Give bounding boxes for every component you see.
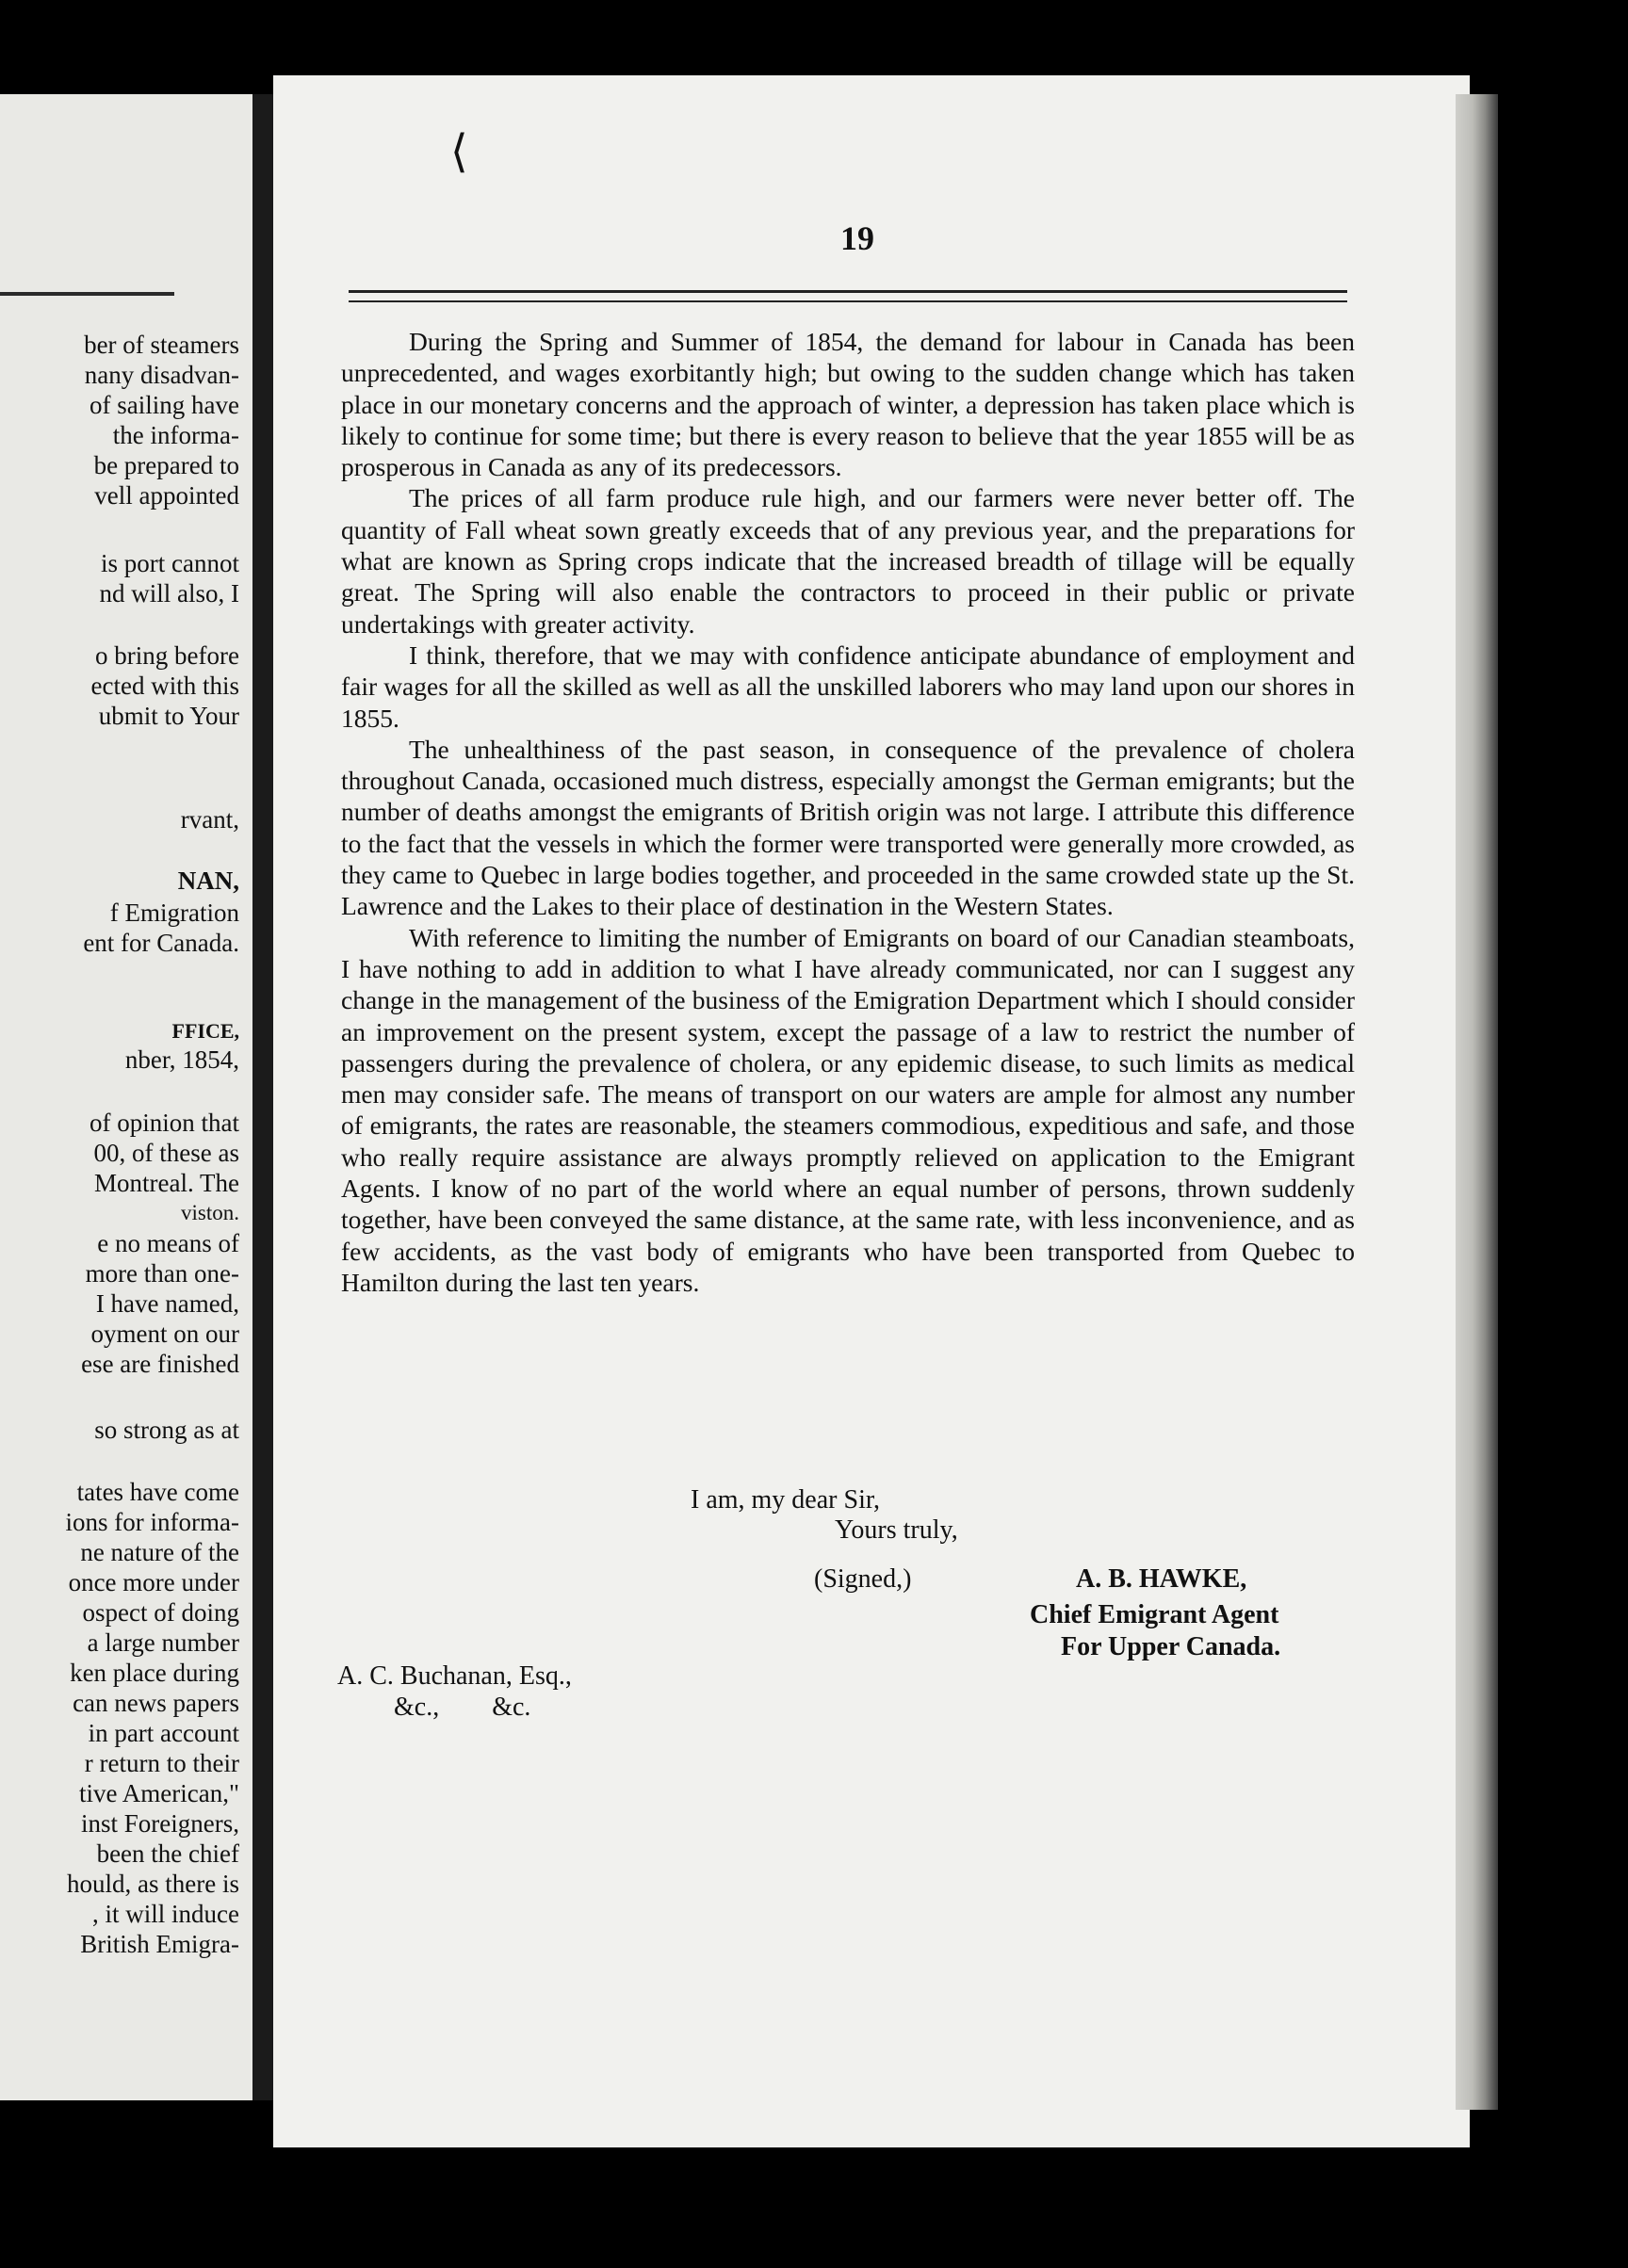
- page-number: 19: [840, 219, 874, 257]
- left-line: ber of steamers: [84, 331, 239, 359]
- paragraph: The unhealthiness of the past season, in consequence of the prevalence of cholera throughout Canada, occasioned much distress, especially amongst the German emigrants; but the number of deaths amongst the emigrants of British origin was not large. I attribute this difference to the fact that the vessels in which the former were transported were generally more crowded, as they came to Quebec in large bodies together, and proceeded in the same crowded state up the St. Lawrence and the Lakes to their place of destination in the Western States.: [341, 734, 1355, 921]
- left-page-fragment: [0, 94, 252, 2100]
- margin-mark: ⟨: [450, 127, 468, 177]
- left-line: of opinion that: [90, 1109, 239, 1137]
- left-line: can news papers: [73, 1689, 239, 1717]
- left-line: viston.: [181, 1201, 239, 1224]
- left-line: rvant,: [180, 805, 239, 834]
- left-line: e no means of: [97, 1229, 239, 1257]
- left-line: so strong as at: [94, 1416, 239, 1444]
- left-line: ospect of doing: [82, 1598, 239, 1627]
- addressee-etc: &c., &c.: [394, 1693, 531, 1722]
- left-line: be prepared to: [93, 451, 239, 479]
- left-line: r return to their: [84, 1749, 239, 1777]
- left-line: of sailing have: [90, 391, 239, 419]
- signed-label: (Signed,): [814, 1564, 912, 1594]
- left-line: been the chief: [96, 1839, 239, 1868]
- letter-body: [341, 326, 1355, 1298]
- left-line: the informa-: [112, 421, 239, 449]
- left-line: vell appointed: [94, 481, 239, 510]
- signatory-name: A. B. HAWKE,: [1076, 1564, 1247, 1594]
- left-line: NAN,: [177, 867, 239, 895]
- left-line: 00, of these as: [93, 1139, 239, 1167]
- addressee: A. C. Buchanan, Esq.,: [337, 1661, 572, 1691]
- left-line: , it will induce: [92, 1900, 239, 1928]
- left-line: hould, as there is: [67, 1870, 239, 1898]
- left-line: nany disadvan-: [84, 361, 239, 389]
- book-gutter: [252, 94, 273, 2100]
- left-line: ne nature of the: [80, 1538, 239, 1566]
- left-line: inst Foreigners,: [81, 1809, 239, 1838]
- page-edge-shadow: [1456, 94, 1498, 2110]
- left-line: British Emigra-: [80, 1930, 239, 1958]
- valediction: Yours truly,: [835, 1515, 958, 1545]
- left-line: in part account: [88, 1719, 239, 1747]
- paragraph: With reference to limiting the number of Emigrants on board of our Canadian steamboats, I have nothing to add in addition to what I have already communicated, nor can I suggest any change in the management of the business of the Emigration Department which I should consider an improvement on the present system, except the passage of a law to restrict the number of passengers during the prevalence of cholera, or any epidemic disease, to such limits as medical men may consider safe. The means of transport on our waters are ample for almost any number of emigrants, the rates are reasonable, the steamers commodious, expeditious and safe, and those who really require assistance are always promptly relieved on application to the Emigrant Agents. I know of no part of the world where an equal number of persons, thrown suddenly together, have been conveyed the same distance, at the same rate, with less inconvenience, and as few accidents, as the vast body of emigrants who have been transported from Quebec to Hamilton during the last ten years.: [341, 922, 1355, 1297]
- left-line: oyment on our: [90, 1320, 239, 1348]
- left-line: ese are finished: [81, 1350, 239, 1378]
- left-line: tates have come: [76, 1478, 239, 1506]
- signatory-title: Chief Emigrant Agent: [1030, 1600, 1279, 1629]
- left-line: I have named,: [95, 1289, 239, 1318]
- left-line: ken place during: [70, 1659, 239, 1687]
- left-line: nber, 1854,: [124, 1045, 239, 1074]
- left-line: more than one-: [85, 1259, 239, 1288]
- paragraph: During the Spring and Summer of 1854, the demand for labour in Canada has been unprecedented, and wages exorbitantly high; but owing to the sudden change which has taken place in our monetary concerns and the approach of winter, a depression has taken place which is likely to continue for some time; but there is every reason to believe that the year 1855 will be as prosperous in Canada as any of its predecessors.: [341, 327, 1355, 482]
- left-line: once more under: [68, 1568, 239, 1596]
- left-line: a large number: [87, 1628, 239, 1657]
- left-page-rule: [0, 292, 174, 296]
- left-line: Montreal. The: [94, 1169, 239, 1197]
- left-line: FFICE,: [171, 1019, 239, 1043]
- paragraph: The prices of all farm produce rule high, and our farmers were never better off. The quantity of Fall wheat sown greatly exceeds that of any previous year, and the preparations for what are known as Spring crops indicate that the increased breadth of tillage will be equally great. The Spring will also enable the contractors to proceed in their public or private undertakings with greater activity.: [341, 483, 1355, 639]
- signatory-title-line2: For Upper Canada.: [1061, 1632, 1281, 1661]
- left-line: o bring before: [95, 641, 239, 670]
- header-rule: [349, 290, 1347, 302]
- left-line: ected with this: [90, 672, 239, 700]
- left-line: tive American,": [79, 1779, 239, 1807]
- left-line: f Emigration: [109, 899, 239, 927]
- left-line: is port cannot: [101, 549, 239, 577]
- left-line: ent for Canada.: [83, 929, 239, 957]
- left-line: nd will also, I: [99, 579, 239, 608]
- salutation: I am, my dear Sir,: [691, 1485, 881, 1515]
- paragraph: I think, therefore, that we may with confidence anticipate abundance of employment and fair wages for all the skilled as well as all the unskilled laborers who may land upon our shores in 1855.: [341, 640, 1355, 733]
- left-line: ions for informa-: [65, 1508, 239, 1536]
- left-line: ubmit to Your: [98, 702, 239, 730]
